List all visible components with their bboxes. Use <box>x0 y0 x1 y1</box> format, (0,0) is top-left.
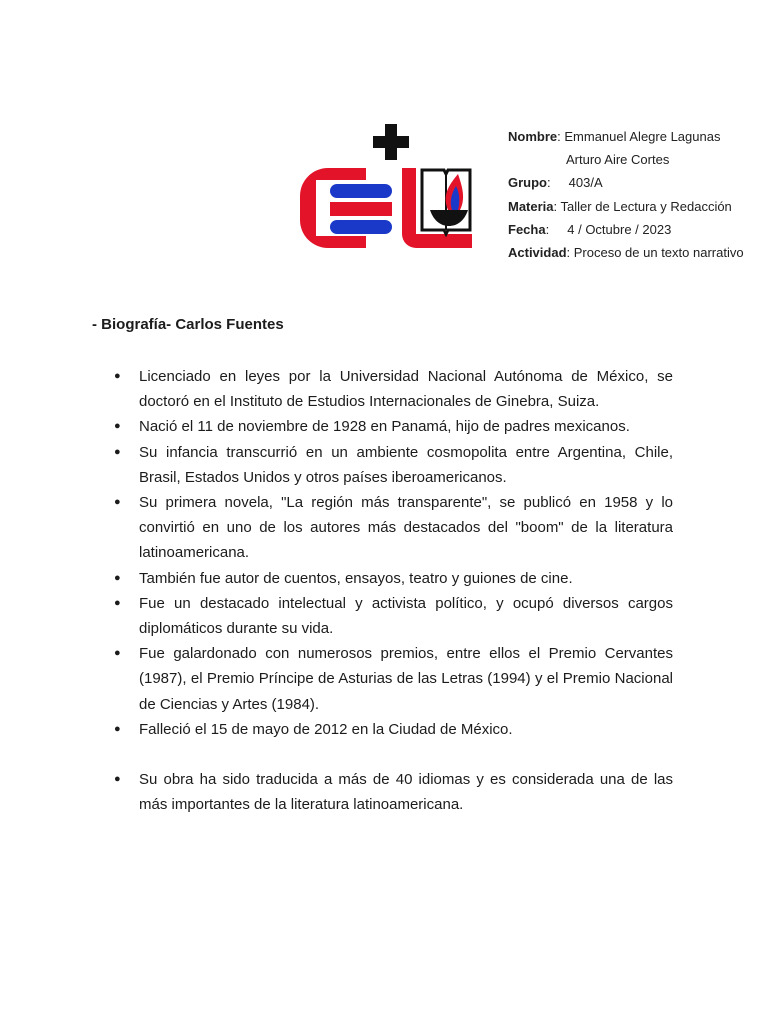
header-value: Taller de Lectura y Redacción <box>560 198 732 214</box>
list-item <box>114 717 673 742</box>
list-item-text: Fue un destacado intelectual y activista político, y ocupó diversos cargos diplomáticos durante su vida. <box>139 594 673 638</box>
list-item-text: Su primera novela, "La región más transparente", se publicó en 1958 y lo convirtió en uno de los autores más destacados del "boom" de la literatura latinoamericana. <box>139 494 673 562</box>
bullet-icon: ● <box>114 496 121 509</box>
list-item-text: Su infancia transcurrió en un ambiente cosmopolita entre Argentina, Chile, Brasil, Estados Unidos y otros países iberoamericanos. <box>139 443 673 486</box>
list-item <box>114 364 673 414</box>
bullet-icon: ● <box>114 773 121 786</box>
bullet-icon: ● <box>114 420 121 433</box>
header-label: Grupo <box>508 175 547 191</box>
header-label: Actividad <box>508 245 567 261</box>
list-item <box>114 490 673 566</box>
bullet-icon: ● <box>114 647 121 660</box>
bullet-icon: ● <box>114 445 121 458</box>
list-item-text: Fue galardonado con numerosos premios, entre ellos el Premio Cervantes (1987), el Premio Príncipe de Asturias de las Letras (1994) y el Premio Nacional de Ciencias y Artes (1984). <box>139 645 673 713</box>
header-separator: : <box>553 198 561 214</box>
bullet-icon: ● <box>114 722 121 735</box>
header-row-actividad <box>508 241 744 264</box>
list-item <box>114 440 673 490</box>
header-value: Arturo Aire Cortes <box>566 152 670 168</box>
header-row-materia <box>508 195 744 218</box>
list-item <box>114 641 673 717</box>
list-item <box>114 414 673 439</box>
header-label: Nombre <box>508 129 558 144</box>
bullet-icon: ● <box>114 571 121 584</box>
bullet-icon: ● <box>114 596 121 609</box>
school-logo <box>298 124 474 250</box>
list-item-text: Su obra ha sido traducida a más de 40 idiomas y es considerada una de las más importantes de la literatura latinoamericana. <box>139 771 673 814</box>
header-separator: : <box>545 221 568 237</box>
header-row-nombre-2 <box>508 148 744 171</box>
header-separator: : <box>566 245 574 261</box>
list-item-text: También fue autor de cuentos, ensayos, teatro y guiones de cine. <box>139 569 573 587</box>
header-row-grupo <box>508 171 744 194</box>
header-row-fecha <box>508 218 744 241</box>
header-separator: : <box>547 175 569 191</box>
header-value: 403/A <box>568 175 603 191</box>
header-info <box>508 125 744 264</box>
list-item <box>114 767 673 817</box>
header-row-nombre <box>508 125 744 148</box>
list-item <box>114 591 673 641</box>
bullet-icon: ● <box>114 370 121 382</box>
list-item <box>114 566 673 591</box>
cross-icon-horizontal <box>373 136 409 148</box>
header-separator: : <box>557 129 565 144</box>
logo-letter-e-middle <box>330 202 392 216</box>
biography-list <box>114 364 673 817</box>
list-item-text: Nació el 11 de noviembre de 1928 en Panamá, hijo de padres mexicanos. <box>139 418 630 436</box>
logo-letter-e-bottom <box>330 220 392 234</box>
section-title: - Biografía- Carlos Fuentes <box>92 316 284 333</box>
list-item-text: Licenciado en leyes por la Universidad Nacional Autónoma de México, se doctoró en el Instituto de Estudios Internacionales de Ginebra, Suiza. <box>139 368 673 411</box>
header-value: 4 / Octubre / 2023 <box>567 221 672 237</box>
logo-letter-e-top <box>330 184 392 198</box>
header-label: Materia <box>508 198 554 214</box>
header-label: Fecha <box>508 221 546 237</box>
header-value: Proceso de un texto narrativo <box>573 245 744 261</box>
header-value: Emmanuel Alegre Lagunas <box>564 129 721 144</box>
list-item-text: Falleció el 15 de mayo de 2012 en la Ciudad de México. <box>139 720 513 738</box>
